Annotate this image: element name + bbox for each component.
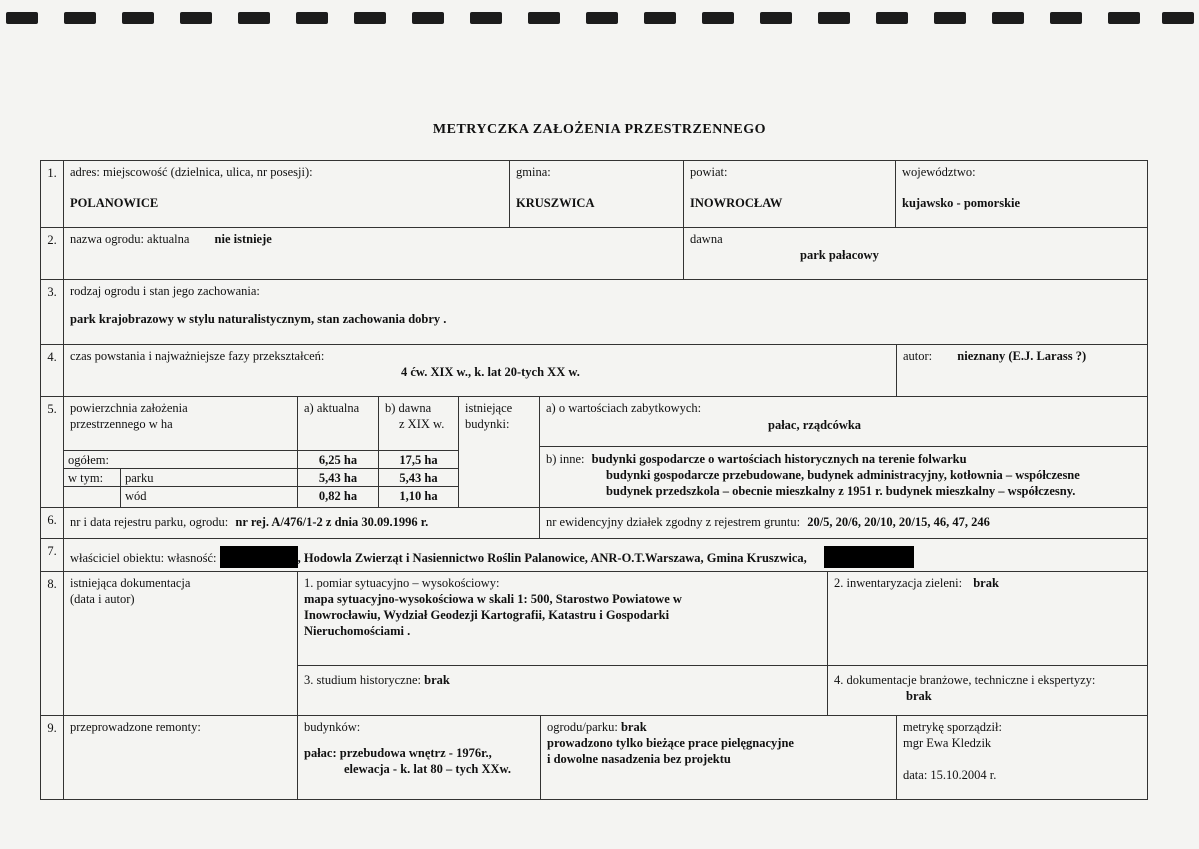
greenery-doc-label: 2. inwentaryzacja zieleni: [834,576,963,590]
document-title: METRYCZKA ZAŁOŻENIA PRZESTRZENNEGO [432,122,767,137]
renovations-label-cell [63,715,298,800]
wojewodztwo-label: województwo: [902,165,976,179]
perforation-mark [470,12,502,24]
garden-renovation-line-2: i dowolne nasadzenia bez projektu [547,752,731,766]
other-line-2: budynki gospodarcze przebudowane, budynek administracyjny, kotłownia – współczesne [606,468,1080,482]
perforation-mark [586,12,618,24]
expert-doc-value: brak [906,689,932,703]
garden-renovation-line-1: prowadzono tylko bieżące prace pielęgnacyjne [547,736,794,750]
address-value: POLANOWICE [70,196,159,210]
perforation-mark [6,12,38,24]
powiat-label: powiat: [690,165,728,179]
other-line-3: budynek przedszkola – obecnie mieszkalny z 1951 r. budynek mieszkalny – współczesny. [606,484,1076,498]
prepared-by-cell [896,715,1148,800]
total-label: ogółem: [68,453,109,467]
other-buildings-cell [539,446,1148,508]
perforation-mark [992,12,1024,24]
col-former-header [378,396,459,451]
prepared-by-label: metrykę sporządził: [903,720,1002,734]
origin-label: czas powstania i najważniejsze fazy przekształceń: [70,349,325,363]
owner-value: , Hodowla Zwierząt i Nasiennictwo Roślin Palanowice, ANR-O.T.Warszawa, Gmina Kruszwica, [297,551,807,565]
historical-study-cell [297,665,828,716]
register-label: nr i data rejestru parku, ogrodu: [70,515,229,529]
author-label: autor: [903,349,933,363]
buildings-renovation-line-2: elewacja - k. lat 80 – tych XXw. [344,762,511,776]
survey-doc-label: 1. pomiar sytuacyjno – wysokościowy: [304,576,500,590]
form-table [40,160,1148,800]
row-number: 4. [40,344,64,397]
greenery-doc-value: brak [973,576,999,590]
redacted-block [824,546,914,568]
documentation-label-cell [63,571,298,716]
perforation-mark [1162,12,1194,24]
author-cell [896,344,1148,397]
garden-renovation-value: brak [620,720,647,734]
perforation-mark [412,12,444,24]
gmina-label: gmina: [516,165,551,179]
plots-cell [539,507,1148,539]
row-number: 7. [40,538,64,572]
col-current-header [297,396,379,451]
perforation-mark [64,12,96,24]
garden-type-label: rodzaj ogrodu i stan jego zachowania: [70,284,260,298]
owner-cell [63,538,1148,572]
garden-type-value: park krajobrazowy w stylu naturalistycznym, stan zachowania dobry . [70,312,447,326]
perforation-mark [180,12,212,24]
perforation-mark [122,12,154,24]
perforation-mark [238,12,270,24]
row-number: 8. [40,571,64,716]
garden-name-current: nie istnieje [214,232,272,246]
expert-doc-label: 4. dokumentacje branżowe, techniczne i ekspertyzy: [834,673,1096,687]
park-former: 5,43 ha [378,468,459,487]
perforation-mark [1108,12,1140,24]
prepared-date: data: 15.10.2004 r. [903,768,997,782]
row-number: 5. [40,396,64,508]
heritage-buildings-cell [539,396,1148,447]
water-former: 1,10 ha [378,486,459,508]
greenery-doc-cell [827,571,1148,666]
other-line-1: budynki gospodarcze o wartościach historycznych na terenie folwarku [591,452,967,466]
origin-cell [63,344,897,397]
col-current-label: a) aktualna [304,401,360,415]
perforation-mark [354,12,386,24]
powiat-value: INOWROCŁAW [690,196,783,210]
address-label: adres: miejscowość (dzielnica, ulica, nr posesji): [70,165,313,179]
in-label-cell [63,468,121,487]
garden-type-cell [63,279,1148,345]
gmina-cell [509,160,684,228]
historical-study-value: brak [424,673,450,687]
plots-value: 20/5, 20/6, 20/10, 20/15, 46, 47, 246 [807,515,990,529]
powiat-cell [683,160,896,228]
total-label-cell [63,450,298,469]
garden-name-cell [63,227,684,280]
col-former-label: b) dawna [385,401,432,415]
perforation-mark [702,12,734,24]
garden-renovation-cell [540,715,897,800]
row-number: 3. [40,279,64,345]
total-current: 6,25 ha [297,450,379,469]
survey-doc-cell [297,571,828,666]
address-cell [63,160,510,228]
owner-label: właściciel obiektu: własność: [70,551,217,565]
garden-former-value: park pałacowy [800,248,879,262]
garden-renovation-label: ogrodu/parku: [547,720,618,734]
register-cell [63,507,540,539]
perforation-mark [1050,12,1082,24]
in-label: w tym: [68,471,104,485]
perforation-mark [644,12,676,24]
row-number: 2. [40,227,64,280]
documentation-label: istniejąca dokumentacja [70,576,191,590]
water-label-cell [120,486,298,508]
park-label-cell [120,468,298,487]
other-label: b) inne: [546,452,585,466]
documentation-sublabel: (data i autor) [70,592,135,606]
park-label: parku [125,471,154,485]
row-number: 6. [40,507,64,539]
perforation-mark [934,12,966,24]
prepared-by-value: mgr Ewa Kledzik [903,736,992,750]
historical-study-label: 3. studium historyczne: [304,673,421,687]
heritage-value: pałac, rządcówka [768,418,862,432]
gmina-value: KRUSZWICA [516,196,595,210]
water-current: 0,82 ha [297,486,379,508]
author-value: nieznany (E.J. Larass ?) [957,349,1087,363]
park-current: 5,43 ha [297,468,379,487]
expert-doc-cell [827,665,1148,716]
buildings-renovation-line-1: pałac: przebudowa wnętrz - 1976r., [304,746,492,760]
area-label-cell [63,396,298,451]
heritage-label: a) o wartościach zabytkowych: [546,401,702,415]
redacted-block [220,546,298,568]
garden-former-name-cell [683,227,1148,280]
perforation-mark [528,12,560,24]
area-label: powierzchnia założenia przestrzennego w ha [70,401,188,431]
renovations-label: przeprowadzone remonty: [70,720,201,734]
wojewodztwo-cell [895,160,1148,228]
col-former-sublabel: z XIX w. [399,417,445,431]
origin-value: 4 ćw. XIX w., k. lat 20-tych XX w. [401,365,580,379]
water-label: wód [125,489,147,503]
blank-cell [63,486,121,508]
buildings-label-cell [458,396,540,508]
perforation-mark [876,12,908,24]
perforation-mark [818,12,850,24]
perforation-mark [760,12,792,24]
register-value: nr rej. A/476/1-2 z dnia 30.09.1996 r. [235,515,429,529]
survey-doc-value: mapa sytuacyjno-wysokościowa w skali 1: 500, Starostwo Powiatowe w Inowrocławiu, Wydział Geodezji Kartografii, Katastru i Gospodarki Nieruchomościami . [304,592,682,638]
row-number: 1. [40,160,64,228]
perforation-mark [296,12,328,24]
buildings-renovation-cell [297,715,541,800]
row-number: 9. [40,715,64,800]
perforation-strip [0,12,1199,26]
buildings-renovation-label: budynków: [304,720,361,734]
wojewodztwo-value: kujawsko - pomorskie [902,196,1021,210]
plots-label: nr ewidencyjny działek zgodny z rejestrem gruntu: [546,515,801,529]
garden-name-label: nazwa ogrodu: aktualna [70,232,190,246]
buildings-label: istniejące budynki: [465,401,513,431]
total-former: 17,5 ha [378,450,459,469]
garden-former-label: dawna [690,232,723,246]
